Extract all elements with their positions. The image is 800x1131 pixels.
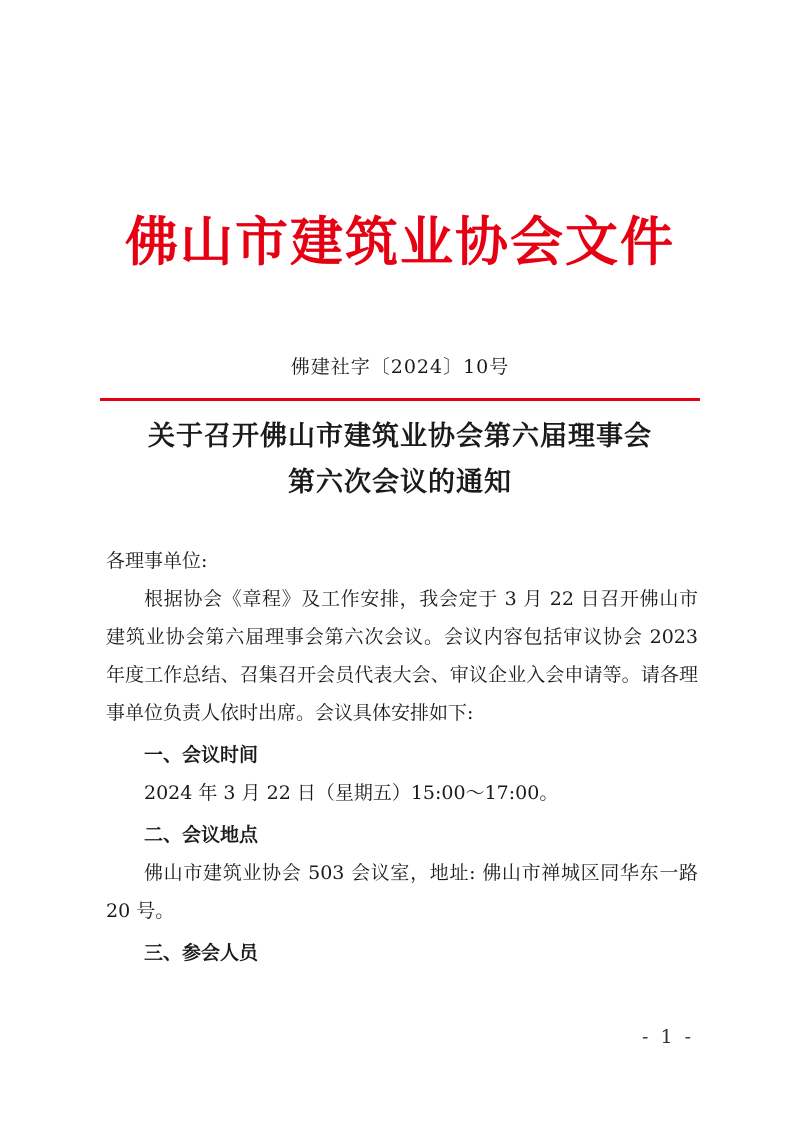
- salutation: 各理事单位:: [106, 550, 208, 572]
- section-content-location: 佛山市建筑业协会 503 会议室，地址: 佛山市禅城区同华东一路 20 号。: [106, 862, 698, 922]
- page-number: - 1 -: [642, 1026, 695, 1048]
- section-heading-time: 一、会议时间: [144, 744, 259, 766]
- notice-title-line-2: 第六次会议的通知: [288, 467, 512, 498]
- intro-paragraph: 根据协会《章程》及工作安排，我会定于 3 月 22 日召开佛山市建筑业协会第六届理事会第六次会议。会议内容包括审议协会 2023 年度工作总结、召集召开会员代表大会、审议企业入会申请等。请各理事单位负责人依时出席。会议具体安排如下:: [106, 588, 698, 724]
- doc-number: 佛建社字〔2024〕10号: [290, 356, 510, 378]
- section-content-time: 2024 年 3 月 22 日（星期五）15:00～17:00。: [144, 782, 559, 804]
- notice-title: [0, 414, 800, 506]
- section-heading-attendees: 三、参会人员: [144, 942, 259, 964]
- org-title: 佛山市建筑业协会文件: [125, 212, 675, 273]
- notice-body: [106, 542, 698, 972]
- red-divider: [100, 398, 700, 401]
- notice-title-line-1: 关于召开佛山市建筑业协会第六届理事会: [148, 421, 652, 452]
- section-heading-location: 二、会议地点: [144, 824, 259, 846]
